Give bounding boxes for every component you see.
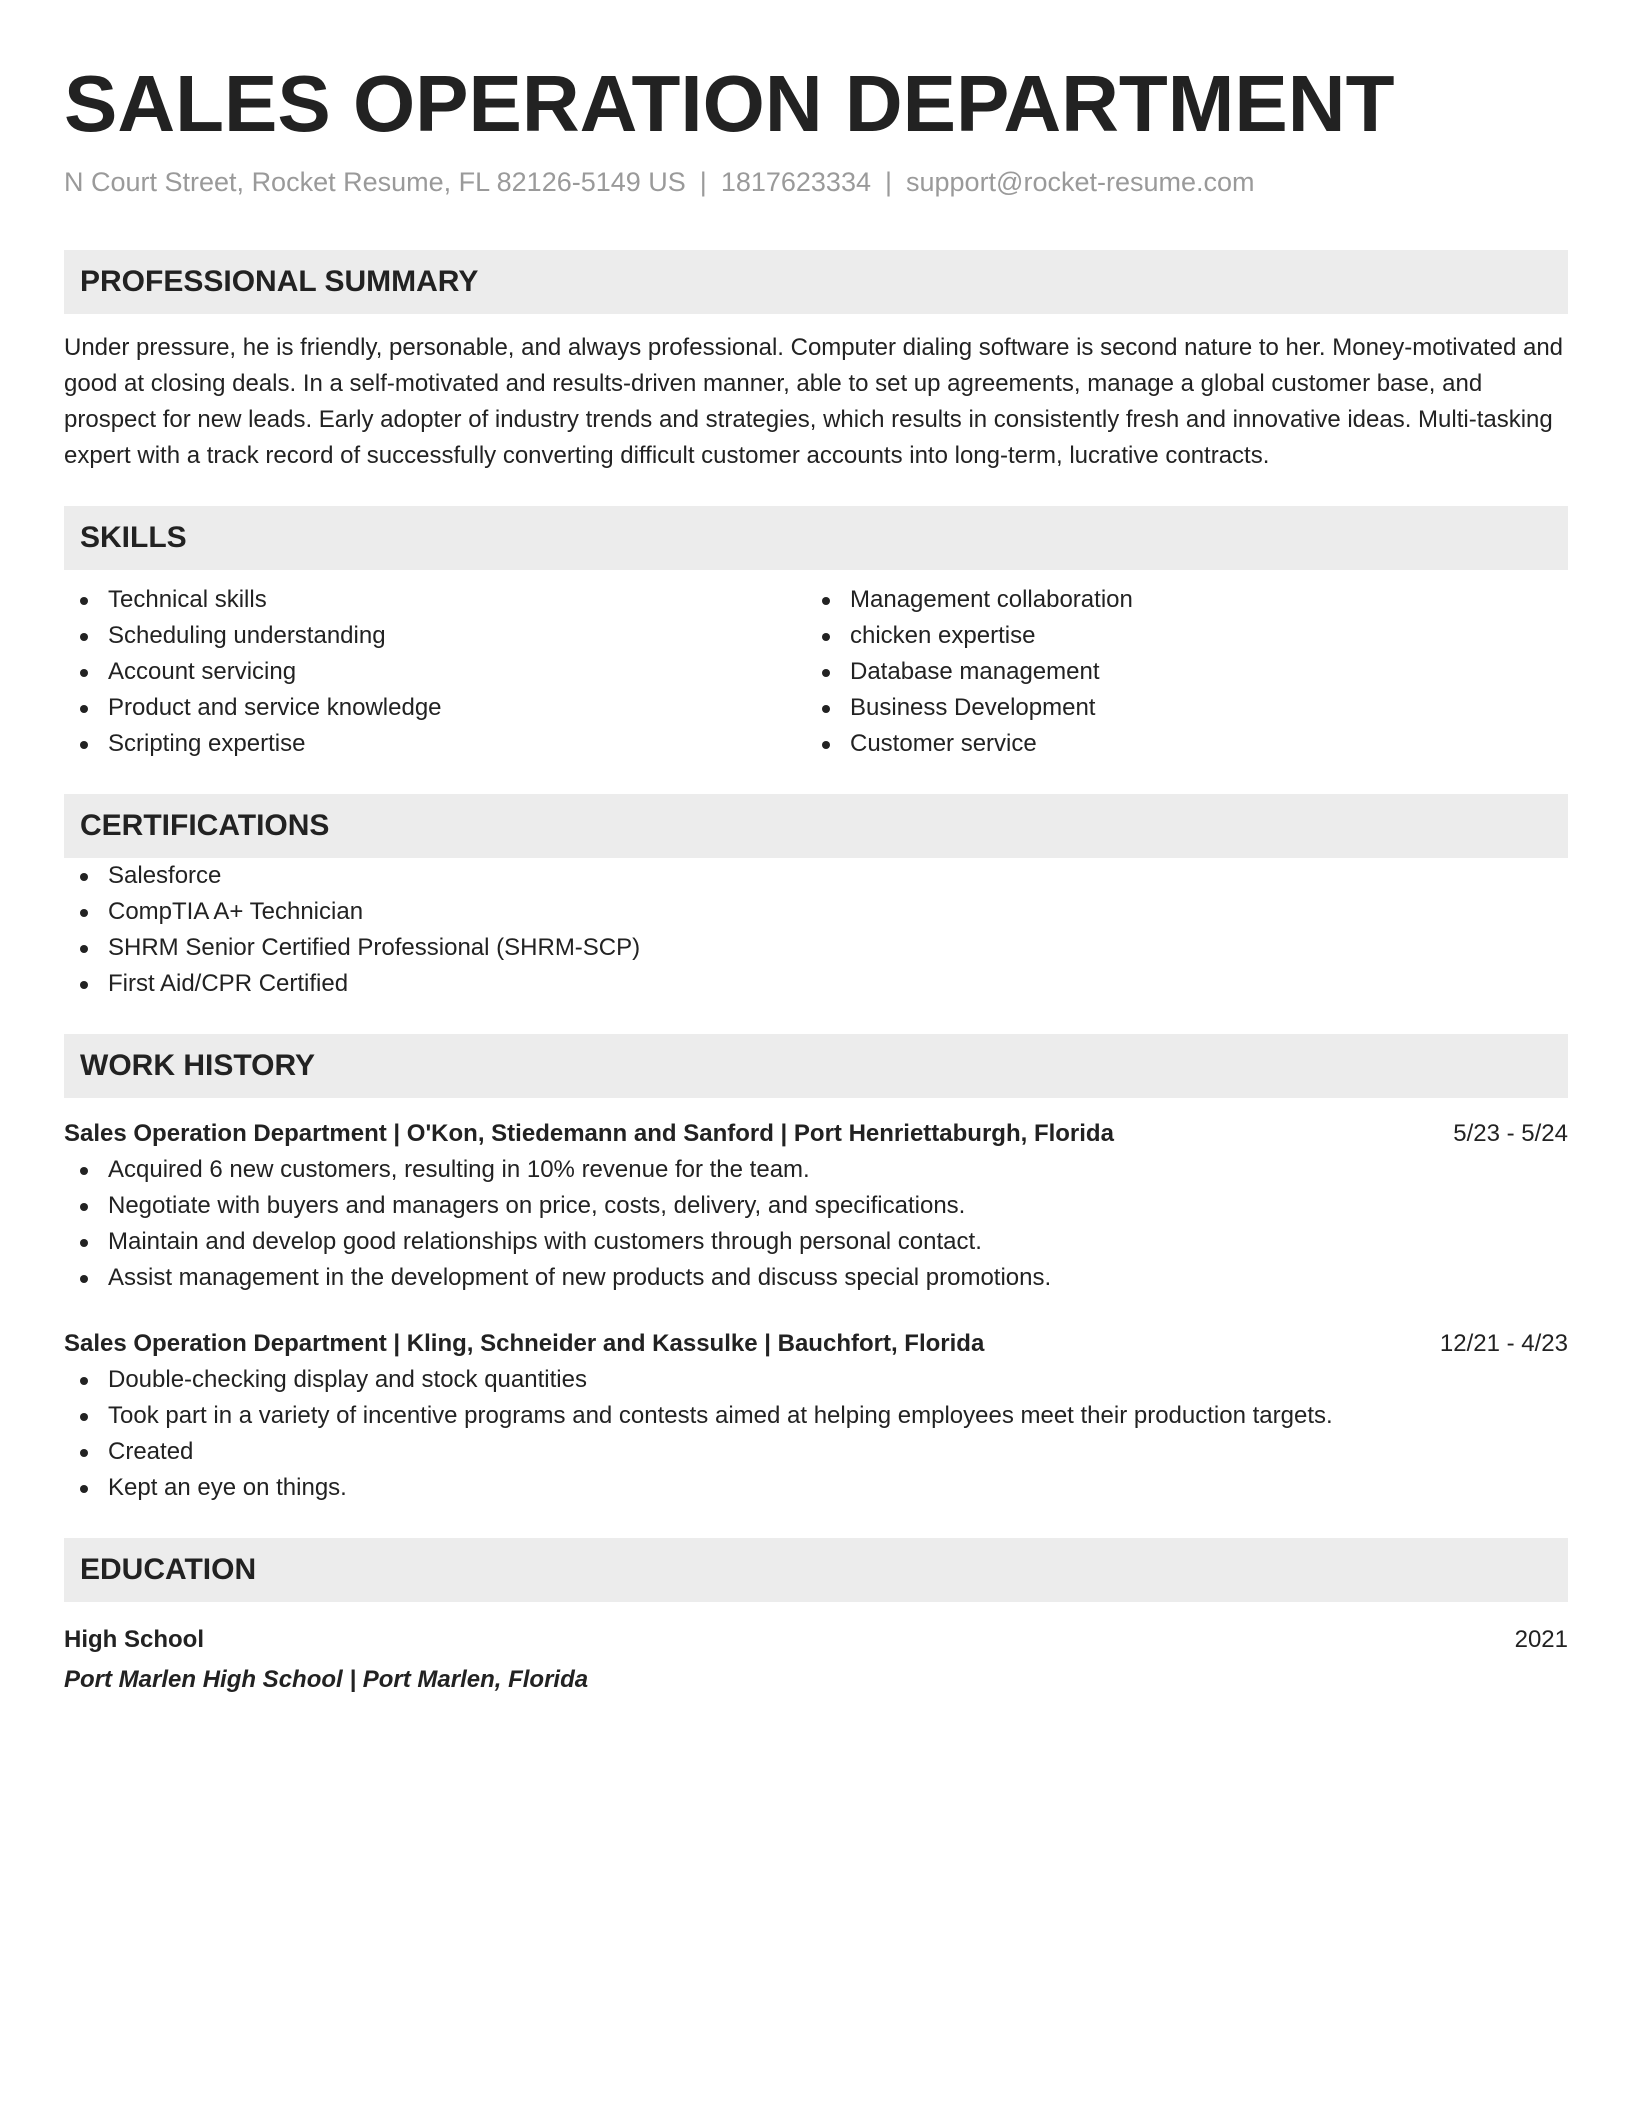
job-bullet: Negotiate with buyers and managers on price, costs, delivery, and specifications. xyxy=(64,1188,1568,1224)
section-header-summary: PROFESSIONAL SUMMARY xyxy=(64,250,1568,314)
certification-item: Salesforce xyxy=(64,858,1568,894)
contact-separator: | xyxy=(884,167,892,197)
skill-item: Management collaboration xyxy=(806,582,1548,618)
job-title: Sales Operation Department | O'Kon, Stiedemann and Sanford | Port Henriettaburgh, Florida xyxy=(64,1120,1114,1147)
job-bullet: Maintain and develop good relationships with customers through personal contact. xyxy=(64,1224,1568,1260)
education-header xyxy=(64,1622,1568,1658)
resume-page xyxy=(64,60,1568,1698)
skills-list-left xyxy=(64,582,806,762)
skill-item: Scripting expertise xyxy=(64,726,806,762)
section-header-education: EDUCATION xyxy=(64,1538,1568,1602)
skills-grid xyxy=(64,582,1568,762)
job-bullets xyxy=(64,1362,1568,1506)
contact-line xyxy=(64,164,1568,200)
skills-list-right xyxy=(806,582,1548,762)
resume-name: SALES OPERATION DEPARTMENT xyxy=(64,59,1395,148)
certification-item: SHRM Senior Certified Professional (SHRM-SCP) xyxy=(64,930,1568,966)
job-bullet: Assist management in the development of new products and discuss special promotions. xyxy=(64,1260,1568,1296)
job-header xyxy=(64,1326,1568,1362)
skill-item: Technical skills xyxy=(64,582,806,618)
skill-item: Customer service xyxy=(806,726,1548,762)
job-header xyxy=(64,1116,1568,1152)
job-entry xyxy=(64,1326,1568,1506)
job-title: Sales Operation Department | Kling, Schneider and Kassulke | Bauchfort, Florida xyxy=(64,1330,985,1357)
job-dates: 12/21 - 4/23 xyxy=(1439,1330,1568,1357)
job-bullets xyxy=(64,1152,1568,1296)
education-year: 2021 xyxy=(1514,1626,1568,1653)
contact-phone: 1817623334 xyxy=(720,167,871,197)
job-bullet: Took part in a variety of incentive programs and contests aimed at helping employees meet their production targets. xyxy=(64,1398,1568,1434)
job-bullet: Kept an eye on things. xyxy=(64,1470,1568,1506)
section-header-certifications: CERTIFICATIONS xyxy=(64,794,1568,858)
skills-column-left xyxy=(64,582,806,762)
job-entry xyxy=(64,1116,1568,1296)
job-dates: 5/23 - 5/24 xyxy=(1453,1120,1568,1147)
skill-item: Product and service knowledge xyxy=(64,690,806,726)
certification-item: First Aid/CPR Certified xyxy=(64,966,1568,1002)
summary-text: Under pressure, he is friendly, personable, and always professional. Computer dialing software is second nature to her. Money-motivated and good at closing deals. In a self-motivated and results-driven manner, able to set up agreements, manage a global customer base, and prospect for new leads. Early adopter of industry trends and strategies, which results in consistently fresh and innovative ideas. Multi-tasking expert with a track record of successfully converting difficult customer accounts into long-term, lucrative contracts. xyxy=(64,334,1564,469)
contact-address: N Court Street, Rocket Resume, FL 82126-5149 US xyxy=(64,167,686,197)
certification-item: CompTIA A+ Technician xyxy=(64,894,1568,930)
certifications-list xyxy=(64,858,1568,1002)
education-school: Port Marlen High School | Port Marlen, Florida xyxy=(64,1666,589,1693)
job-bullet: Double-checking display and stock quantities xyxy=(64,1362,1568,1398)
skill-item: Business Development xyxy=(806,690,1548,726)
section-header-work-history: WORK HISTORY xyxy=(64,1034,1568,1098)
skill-item: Database management xyxy=(806,654,1548,690)
contact-email: support@rocket-resume.com xyxy=(906,167,1255,197)
skill-item: chicken expertise xyxy=(806,618,1548,654)
contact-separator: | xyxy=(699,167,707,197)
job-bullet: Acquired 6 new customers, resulting in 10% revenue for the team. xyxy=(64,1152,1568,1188)
skill-item: Scheduling understanding xyxy=(64,618,806,654)
education-degree: High School xyxy=(64,1626,204,1653)
section-header-skills: SKILLS xyxy=(64,506,1568,570)
job-bullet: Created xyxy=(64,1434,1568,1470)
skills-column-right xyxy=(806,582,1548,762)
skill-item: Account servicing xyxy=(64,654,806,690)
